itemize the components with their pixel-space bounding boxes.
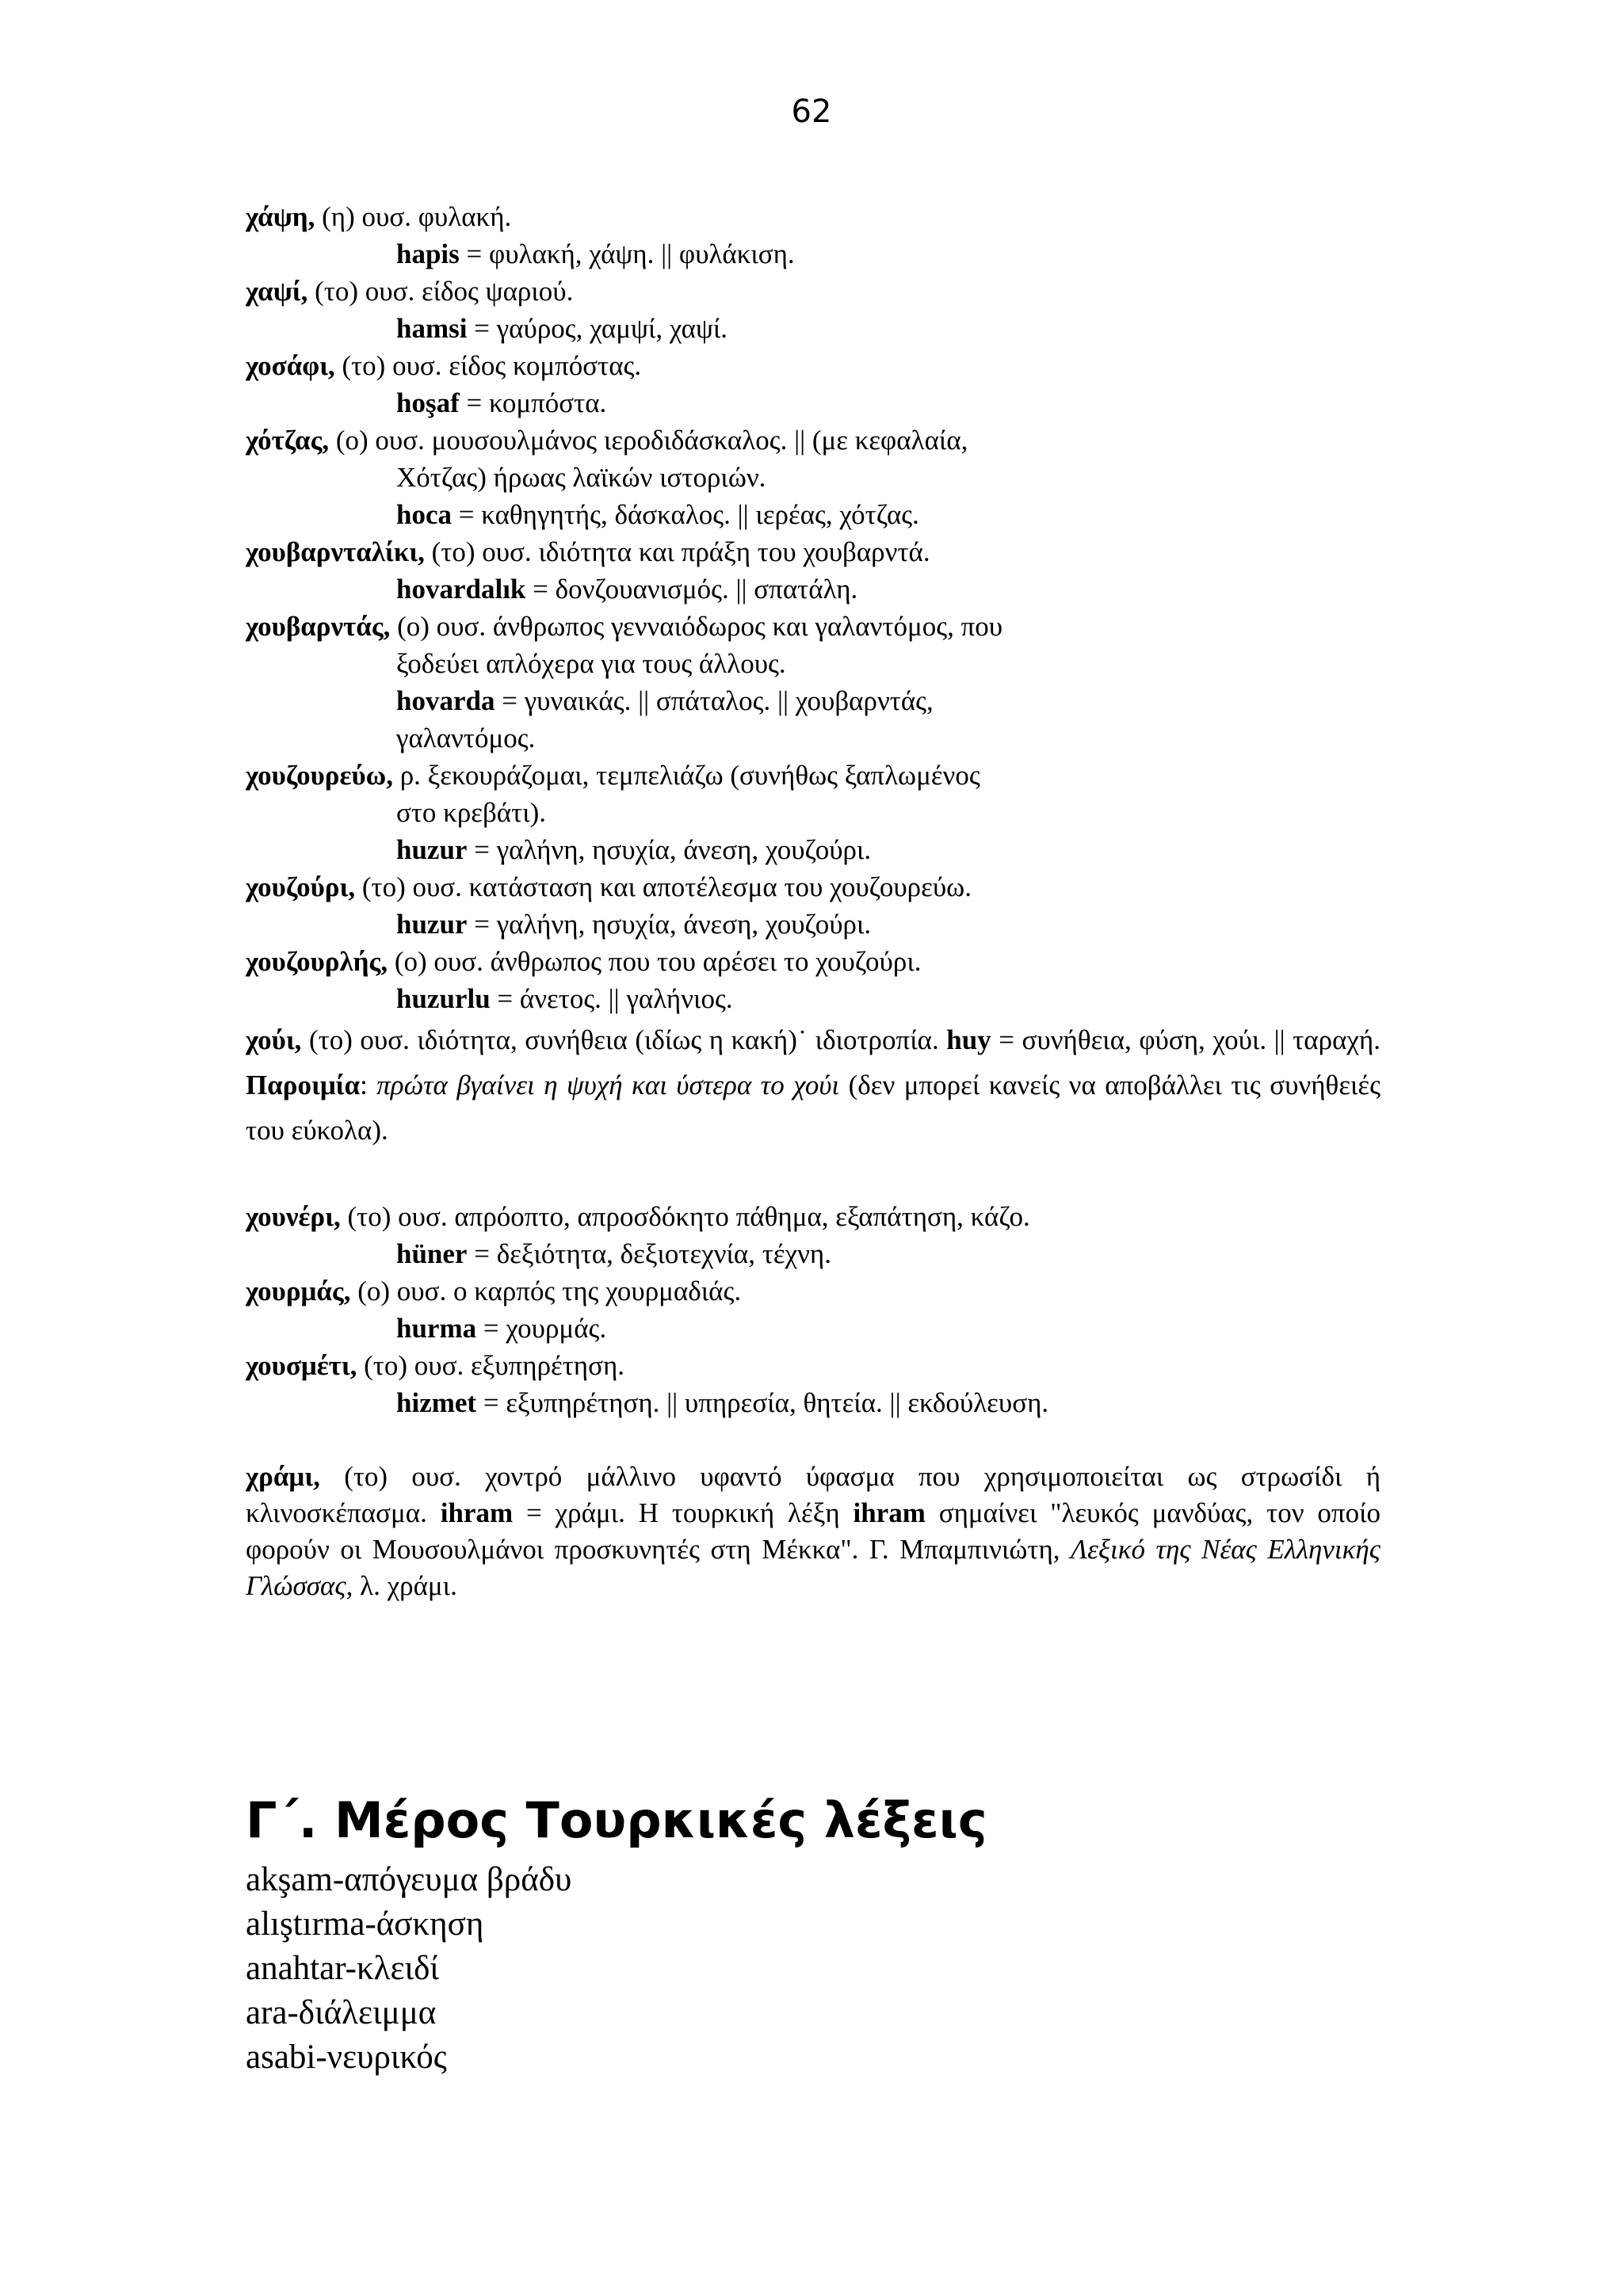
turkish-definition-continued: γαλαντόμος. (396, 723, 536, 753)
turkish-line (246, 906, 1381, 943)
turkish-word: huy (946, 1024, 991, 1055)
entry-headword: χράμι, (246, 1461, 320, 1492)
turkish-word: hovarda (396, 685, 495, 716)
turkish-line (246, 384, 1381, 421)
turkish-line (246, 831, 1381, 868)
turkish-word: huzurlu (396, 983, 491, 1014)
dictionary-entries (246, 198, 1381, 1604)
turkish-definition: = συνήθεια, φύση, χούι. || ταραχή. (991, 1024, 1381, 1055)
entry-definition: (το) ουσ. χοντρό μάλλινο υφαντό ύφασμα που χρησιμοποιείται ως στρωσίδι ή κλινοσκέπασμα. (246, 1461, 1381, 1528)
entry-paragraph-hrami (246, 1459, 1381, 1604)
turkish-meaning: σημαίνει "λευκός μανδύας, τον οποίο φορούν οι Μουσουλμάνοι προσκυνητές στη Μέκκα". Γ. Μπαμπινιώτη, (246, 1497, 1381, 1565)
proverb-colon: : (360, 1070, 377, 1100)
turkish-line (246, 1310, 1381, 1347)
turkish-word: hizmet (396, 1387, 477, 1418)
entry-headword: χαψί, (246, 276, 308, 307)
entry-headword: χουζούρι, (246, 871, 356, 902)
proverb-text: πρώτα βγαίνει η ψυχή και ύστερα το χούι (376, 1070, 840, 1100)
turkish-definition: = δεξιότητα, δεξιοτεχνία, τέχνη. (467, 1238, 831, 1269)
turkish-line (246, 682, 1381, 719)
entry-headword: χουζουρλής, (246, 946, 388, 977)
turkish-line (246, 1235, 1381, 1272)
entry-definition: (ο) ουσ. άνθρωπος γενναιόδωρος και γαλαντόμος, που (390, 611, 1003, 642)
entry-line (246, 273, 1381, 310)
entry-line (246, 198, 1381, 235)
word-list-item: ara-διάλειμμα (246, 1994, 437, 2031)
entry-line (246, 347, 1381, 384)
entry-line (246, 1347, 1381, 1384)
entry-definition: (το) ουσ. εξυπηρέτηση. (357, 1350, 625, 1381)
spacer (246, 1153, 1381, 1198)
entry-definition: (το) ουσ. είδος ψαριού. (307, 276, 574, 307)
turkish-word: hapis (396, 238, 460, 269)
turkish-word: huzur (396, 834, 468, 865)
turkish-definition: = γαλήνη, ησυχία, άνεση, χουζούρι. (467, 834, 872, 865)
section-heading: Γ΄. Μέρος Τουρκικές λέξεις (246, 1791, 987, 1849)
turkish-word: hüner (396, 1238, 468, 1269)
source-lemma: , λ. χράμι. (346, 1570, 457, 1601)
entry-definition-continued: ξοδεύει απλόχερα για τους άλλους. (396, 648, 786, 679)
entry-headword: χουζουρεύω, (246, 760, 393, 791)
turkish-word: huzur (396, 909, 468, 940)
entry-paragraph-houi (246, 1017, 1381, 1153)
entry-definition: (η) ουσ. φυλακή. (315, 201, 512, 232)
turkish-word: hovardalık (396, 574, 526, 605)
entry-definition: (το) ουσ. ιδιότητα, συνήθεια (ιδίως η κακή)˙ ιδιοτροπία. (301, 1024, 947, 1055)
page-number: 62 (791, 93, 832, 130)
entry-definition-continued: στο κρεβάτι). (396, 797, 547, 828)
entry-headword: χότζας, (246, 425, 330, 456)
turkish-word: ihram (440, 1497, 514, 1528)
turkish-definition: = κομπόστα. (459, 387, 607, 418)
turkish-line (246, 980, 1381, 1017)
entry-line (246, 421, 1381, 459)
turkish-word-list (246, 1858, 571, 2080)
entry-line (246, 608, 1381, 645)
entry-definition: (ο) ουσ. ο καρπός της χουρμαδιάς. (350, 1276, 742, 1306)
proverb-meaning: (δεν μπορεί κανείς να αποβάλλει τις συνήθειές του εύκολα). (246, 1070, 1381, 1146)
entry-definition: (το) ουσ. είδος κομπόστας. (334, 350, 642, 381)
word-list-item: akşam-απόγευμα βράδυ (246, 1861, 572, 1898)
turkish-definition: = χράμι. Η τουρκική λέξη (513, 1497, 854, 1528)
entry-definition: (το) ουσ. κατάσταση και αποτέλεσμα του χουζουρεύω. (355, 871, 972, 902)
turkish-line (246, 235, 1381, 273)
entry-headword: χάψη, (246, 201, 315, 232)
turkish-definition: = χουρμάς. (476, 1313, 607, 1344)
entry-headword: χοσάφι, (246, 350, 335, 381)
entry-line (246, 757, 1381, 794)
turkish-definition: = άνετος. || γαλήνιος. (490, 983, 733, 1014)
word-list-item: alıştırma-άσκηση (246, 1905, 484, 1943)
entry-definition: (το) ουσ. απρόοπτο, απροσδόκητο πάθημα, εξαπάτηση, κάζο. (340, 1201, 1030, 1232)
entry-headword: χουνέρι, (246, 1201, 341, 1232)
turkish-word: hoşaf (396, 387, 460, 418)
turkish-word: hurma (396, 1313, 477, 1344)
entry-definition: (ο) ουσ. μουσουλμάνος ιεροδιδάσκαλος. || (με κεφαλαία, (329, 425, 968, 456)
turkish-line (246, 570, 1381, 608)
entry-line (246, 868, 1381, 906)
turkish-word: hoca (396, 499, 452, 530)
turkish-line (246, 310, 1381, 347)
entry-headword: χουρμάς, (246, 1276, 351, 1306)
turkish-word: ihram (853, 1497, 926, 1528)
turkish-line (246, 496, 1381, 533)
entry-definition-continued: Χότζας) ήρωας λαϊκών ιστοριών. (396, 462, 766, 493)
proverb-label: Παροιμία (246, 1070, 361, 1100)
turkish-definition: = εξυπηρέτηση. || υπηρεσία, θητεία. || εκδούλευση. (476, 1387, 1049, 1418)
entry-definition: (ο) ουσ. άνθρωπος που του αρέσει το χουζούρι. (388, 946, 922, 977)
turkish-definition: = γαλήνη, ησυχία, άνεση, χουζούρι. (467, 909, 872, 940)
turkish-definition: = γυναικάς. || σπάταλος. || χουβαρντάς, (495, 685, 934, 716)
turkish-word: hamsi (396, 313, 468, 344)
entry-definition: ρ. ξεκουράζομαι, τεμπελιάζω (συνήθως ξαπλωμένος (392, 760, 980, 791)
entry-headword: χουβαρνταλίκι, (246, 536, 425, 567)
turkish-definition: = καθηγητής, δάσκαλος. || ιερέας, χότζας. (452, 499, 919, 530)
turkish-line (246, 1384, 1381, 1421)
source-title: Λεξικό της Νέας Ελληνικής Γλώσσας (246, 1534, 1381, 1601)
entry-headword: χουσμέτι, (246, 1350, 357, 1381)
entry-line (246, 1272, 1381, 1310)
entry-line (246, 533, 1381, 570)
entry-line (246, 943, 1381, 980)
entry-line (246, 1198, 1381, 1235)
word-list-item: asabi-νευρικός (246, 2039, 447, 2076)
entry-headword: χουβαρντάς, (246, 611, 391, 642)
turkish-definition: = φυλακή, χάψη. || φυλάκιση. (459, 238, 795, 269)
spacer (246, 1421, 1381, 1459)
turkish-definition: = γαύρος, χαμψί, χαψί. (467, 313, 728, 344)
word-list-item: anahtar-κλειδί (246, 1950, 439, 1987)
entry-headword: χούι, (246, 1024, 302, 1055)
entry-definition: (το) ουσ. ιδιότητα και πράξη του χουβαρντά. (424, 536, 930, 567)
turkish-definition: = δονζουανισμός. || σπατάλη. (525, 574, 858, 605)
